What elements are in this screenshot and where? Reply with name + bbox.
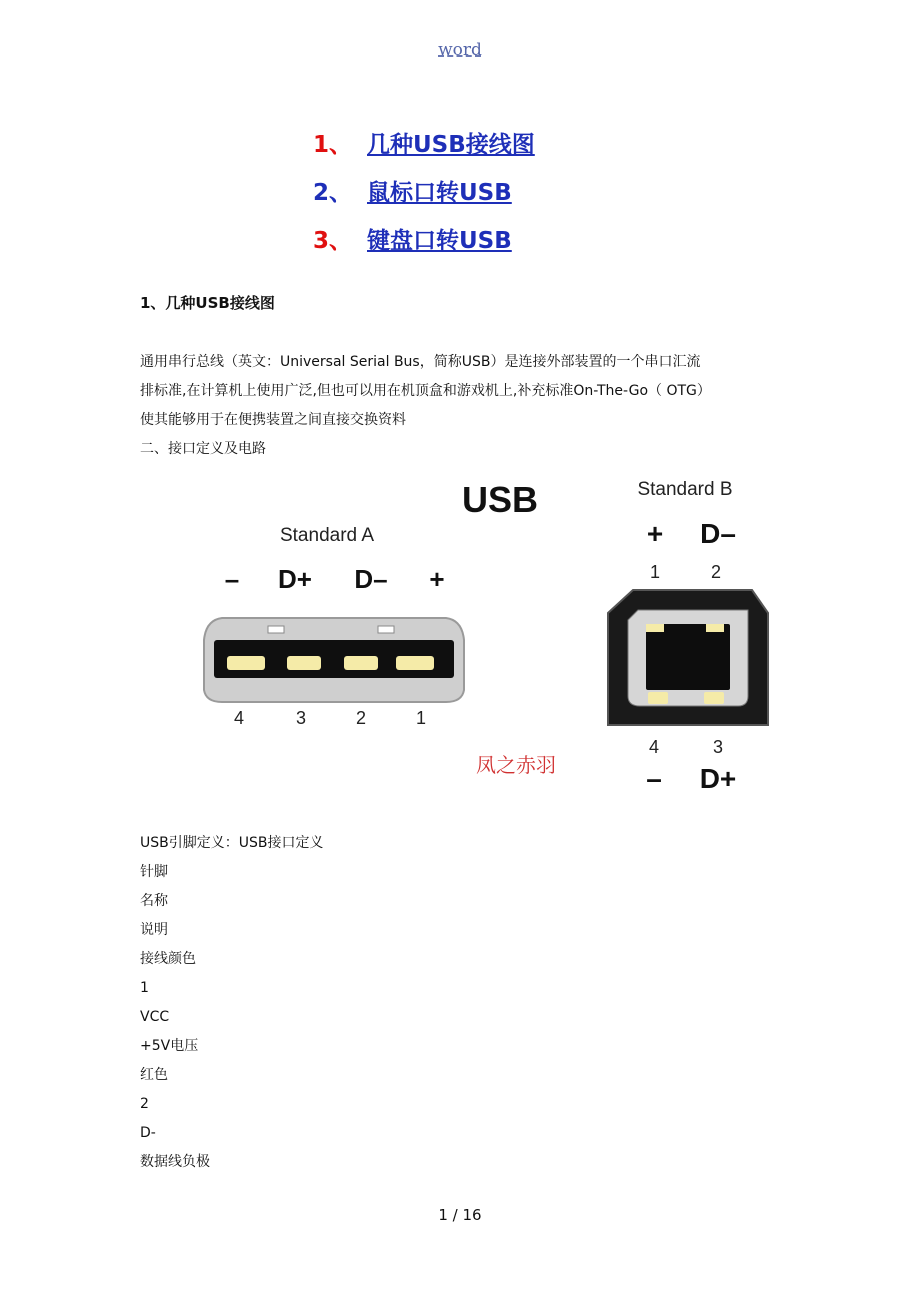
standard-b-signal: +	[646, 518, 664, 549]
standard-b-signal: D+	[699, 763, 737, 794]
pin-contact	[396, 656, 434, 670]
paragraph-line: 通用串行总线（英文：Universal Serial Bus，简称USB）是连接外部装置的一个串口汇流	[140, 354, 701, 370]
list-item: 红色	[140, 1067, 168, 1083]
list-item: 数据线负极	[140, 1154, 210, 1170]
standard-a-pin-number: 1	[415, 708, 427, 728]
paragraph-line: 使其能够用于在便携装置之间直接交换资料	[140, 412, 406, 428]
list-item: 1	[140, 980, 149, 996]
usb-connector-diagram	[140, 470, 800, 800]
list-item: VCC	[140, 1009, 170, 1025]
pin-contact	[227, 656, 265, 670]
toc-number: 3、	[313, 227, 353, 254]
standard-b-signal: D–	[700, 518, 736, 549]
standard-a-connector	[204, 618, 464, 702]
list-item: 接线颜色	[140, 951, 196, 967]
standard-a-label: Standard A	[279, 525, 375, 546]
paragraph-line: 二、接口定义及电路	[140, 441, 266, 457]
pin-contact	[287, 656, 321, 670]
pin-contact	[704, 692, 724, 704]
list-item: D-	[140, 1125, 156, 1141]
standard-b-pin-number: 3	[712, 737, 724, 757]
standard-a-pin-number: 3	[295, 708, 307, 728]
pin-contact	[706, 624, 724, 632]
list-item: 说明	[140, 922, 168, 938]
pin-contact	[646, 624, 664, 632]
diagram-title: USB	[461, 479, 539, 520]
page-header: word	[438, 40, 482, 60]
standard-a-signal: –	[224, 564, 240, 594]
standard-a-signal: D+	[278, 564, 312, 594]
standard-b-pin-number: 4	[648, 737, 660, 757]
standard-a-signal: D–	[354, 564, 388, 594]
standard-b-label: Standard B	[637, 479, 733, 500]
pin-contact	[344, 656, 378, 670]
list-item: +5V电压	[140, 1038, 199, 1054]
standard-b-pin-number: 1	[649, 562, 661, 582]
standard-a-pin-number: 2	[355, 708, 367, 728]
toc-item-2[interactable]	[313, 166, 535, 214]
list-item: 名称	[140, 893, 168, 909]
paragraph-line: 排标准,在计算机上使用广泛,但也可以用在机顶盒和游戏机上,补充标准On-The-Go（ OTG）	[140, 383, 711, 399]
standard-a-pin-number: 4	[233, 708, 245, 728]
toc-number: 2、	[313, 179, 353, 206]
toc-item-1[interactable]	[313, 118, 535, 166]
toc-link[interactable]: 鼠标口转USB	[367, 179, 512, 206]
intro-paragraph	[140, 348, 782, 464]
toc-item-3[interactable]	[313, 214, 535, 262]
table-of-contents	[313, 118, 535, 262]
pin-contact	[648, 692, 668, 704]
standard-b-signal: –	[646, 763, 662, 794]
standard-a-signal: +	[429, 564, 445, 594]
list-item: 针脚	[140, 864, 168, 880]
list-item: 2	[140, 1096, 149, 1112]
pin-definition-list	[140, 829, 323, 1177]
toc-number: 1、	[313, 131, 353, 158]
standard-b-pin-number: 2	[710, 562, 722, 582]
watermark-text: 凤之赤羽	[476, 753, 556, 777]
page-number: 1 / 16	[438, 1206, 482, 1224]
standard-b-connector	[608, 590, 768, 725]
list-item: USB引脚定义：USB接口定义	[140, 835, 324, 851]
section-heading: 1、几种USB接线图	[140, 294, 275, 312]
toc-link[interactable]: 几种USB接线图	[367, 131, 535, 158]
toc-link[interactable]: 键盘口转USB	[367, 227, 512, 254]
